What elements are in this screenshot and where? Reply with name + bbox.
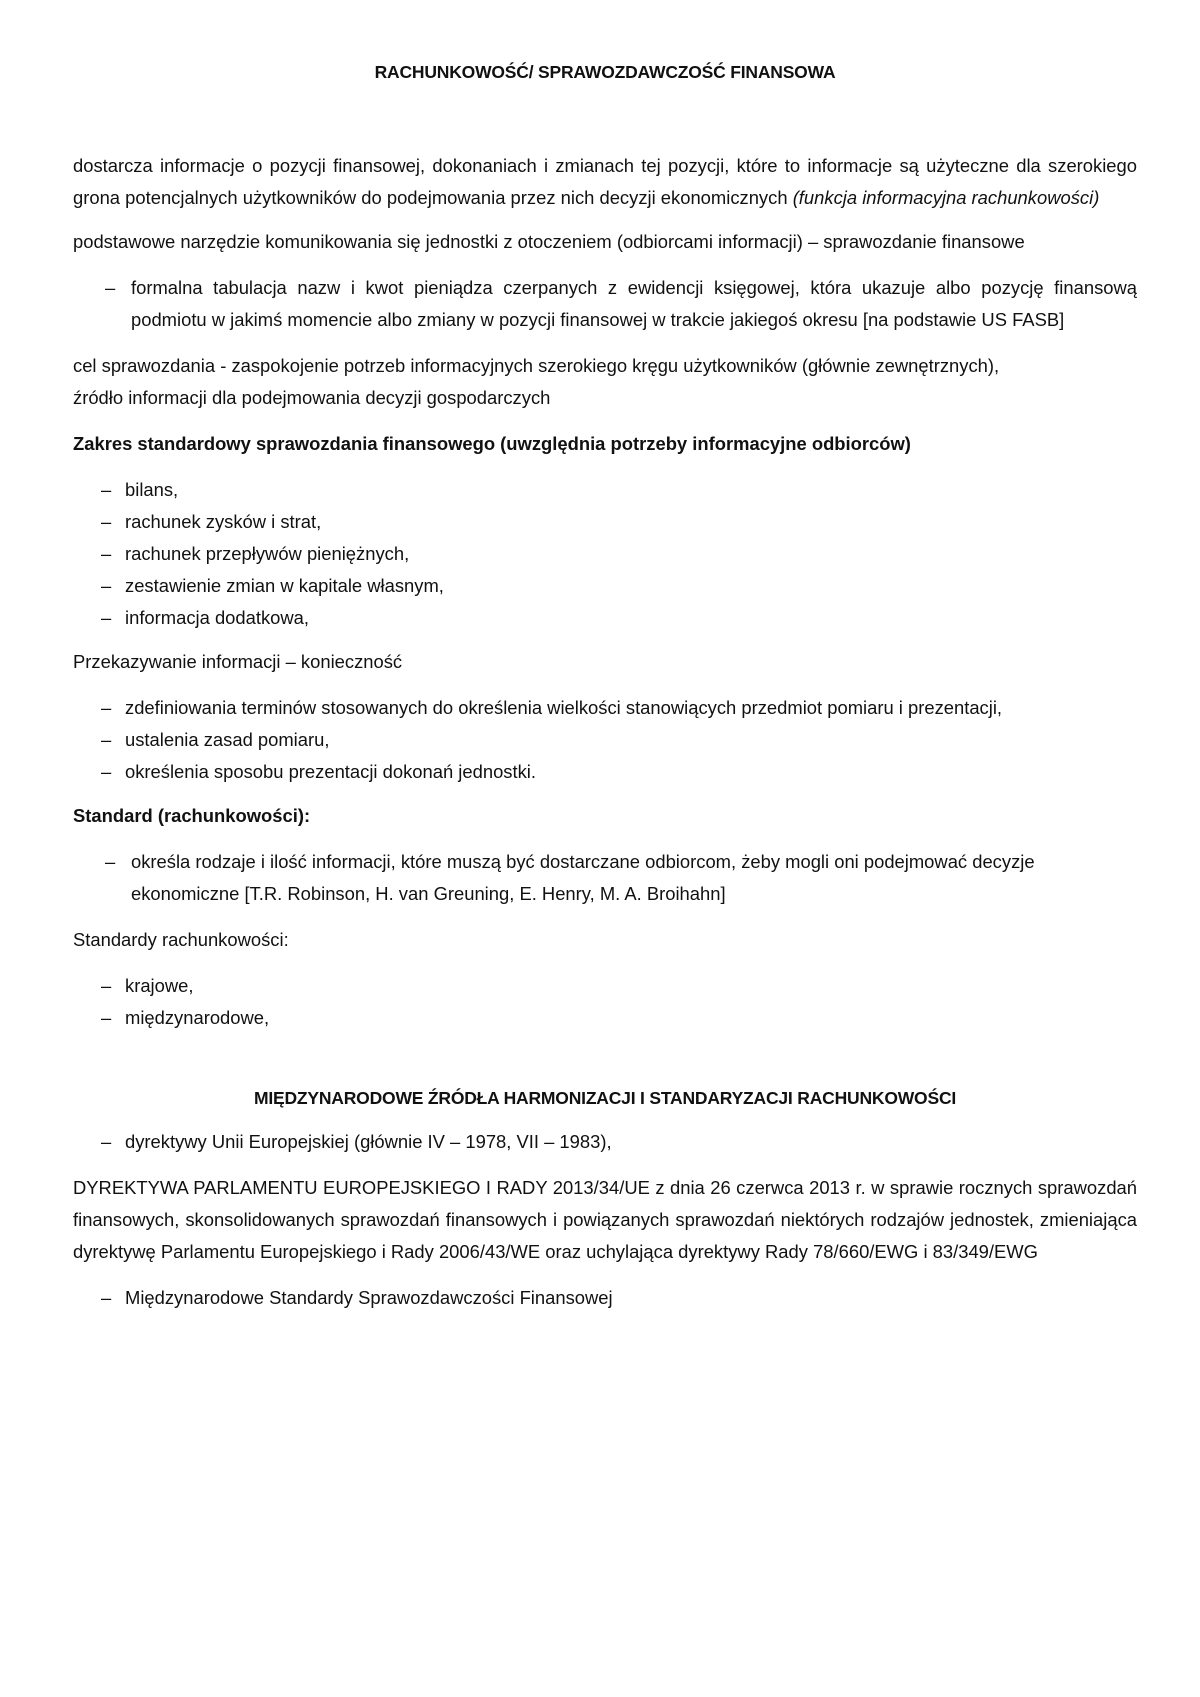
document-body	[73, 56, 1137, 1314]
intro-paragraph	[73, 150, 1137, 214]
list-item	[73, 506, 1137, 538]
list-item	[73, 474, 1137, 506]
list-item-text: bilans,	[125, 479, 179, 500]
standard-definition: określa rodzaje i ilość informacji, które muszą być dostarczane odbiorcom, żeby mogli oni podejmować decyzje ekonomiczne [T.R. Robinson, H. van Greuning, E. Henry, M. A. Broihahn]	[131, 851, 1035, 904]
dash-bullet: –	[101, 1007, 112, 1028]
list-item	[73, 756, 1137, 788]
list-item	[73, 1282, 1137, 1314]
list-item	[73, 846, 1137, 910]
ifrs-item: Międzynarodowe Standardy Sprawozdawczości Finansowej	[125, 1287, 613, 1308]
intro-italic-note: (funkcja informacyjna rachunkowości)	[792, 187, 1100, 208]
goal-line-1: cel sprawozdania - zaspokojenie potrzeb informacyjnych szerokiego kręgu użytkowników (głównie zewnętrznych),	[73, 355, 1000, 376]
list-item-text: międzynarodowe,	[125, 1007, 270, 1028]
section-title: MIĘDZYNARODOWE ŹRÓDŁA HARMONIZACJI I STANDARYZACJI RACHUNKOWOŚCI	[253, 1088, 957, 1108]
standard-heading: Standard (rachunkowości):	[73, 805, 311, 826]
list-item-text: określenia sposobu prezentacji dokonań jednostki.	[125, 761, 536, 782]
eu-directives-item: dyrektywy Unii Europejskiej (głównie IV – 1978, VII – 1983),	[125, 1131, 612, 1152]
dash-bullet: –	[101, 697, 112, 718]
list-item-text: zestawienie zmian w kapitale własnym,	[125, 575, 444, 596]
dash-bullet: –	[105, 277, 116, 298]
list-item	[73, 724, 1137, 756]
standards-types-heading: Standardy rachunkowości:	[73, 929, 289, 950]
fasb-definition: formalna tabulacja nazw i kwot pieniądza czerpanych z ewidencji księgowej, która ukazuje albo pozycję finansową podmiotu w jakimś momencie albo zmiany w pozycji finansowej w trakcie jakiegoś okresu [na podstawie US FASB]	[131, 277, 1137, 330]
list-item	[73, 970, 1137, 1002]
scope-heading: Zakres standardowy sprawozdania finansowego (uwzględnia potrzeby informacyjne odbiorców)	[73, 433, 911, 454]
section-list-2	[73, 1282, 1137, 1314]
dash-bullet: –	[101, 729, 112, 750]
scope-list	[73, 474, 1137, 634]
fasb-list	[73, 272, 1137, 336]
tool-paragraph: podstawowe narzędzie komunikowania się jednostki z otoczeniem (odbiorcami informacji) – sprawozdanie finansowe	[73, 231, 1025, 252]
list-item-text: rachunek zysków i strat,	[125, 511, 322, 532]
list-item	[73, 692, 1137, 724]
transfer-heading: Przekazywanie informacji – konieczność	[73, 651, 403, 672]
dash-bullet: –	[101, 975, 112, 996]
standards-types-list	[73, 970, 1137, 1034]
list-item	[73, 538, 1137, 570]
list-item-text: krajowe,	[125, 975, 194, 996]
goal-paragraph	[73, 350, 1137, 414]
directive-paragraph: DYREKTYWA PARLAMENTU EUROPEJSKIEGO I RADY 2013/34/UE z dnia 26 czerwca 2013 r. w sprawie rocznych sprawozdań finansowych, skonsolidowanych sprawozdań finansowych i powiązanych sprawozdań niektórych rodzajów jednostek, zmieniająca dyrektywę Parlamentu Europejskiego i Rady 2006/43/WE oraz uchylająca dyrektywy Rady 78/660/EWG i 83/349/EWG	[73, 1177, 1137, 1262]
standard-list	[73, 846, 1137, 910]
list-item	[73, 602, 1137, 634]
dash-bullet: –	[101, 607, 112, 628]
dash-bullet: –	[101, 479, 112, 500]
list-item	[73, 1002, 1137, 1034]
list-item-text: zdefiniowania terminów stosowanych do określenia wielkości stanowiących przedmiot pomiaru i prezentacji,	[125, 697, 1003, 718]
list-item	[73, 570, 1137, 602]
dash-bullet: –	[105, 851, 116, 872]
dash-bullet: –	[101, 1131, 112, 1152]
goal-line-2: źródło informacji dla podejmowania decyzji gospodarczych	[73, 387, 551, 408]
list-item-text: informacja dodatkowa,	[125, 607, 310, 628]
dash-bullet: –	[101, 1287, 112, 1308]
list-item	[73, 272, 1137, 336]
dash-bullet: –	[101, 761, 112, 782]
dash-bullet: –	[101, 575, 112, 596]
section-list-1	[73, 1126, 1137, 1158]
list-item	[73, 1126, 1137, 1158]
transfer-list	[73, 692, 1137, 788]
dash-bullet: –	[101, 511, 112, 532]
page-title: RACHUNKOWOŚĆ/ SPRAWOZDAWCZOŚĆ FINANSOWA	[374, 62, 836, 82]
list-item-text: rachunek przepływów pieniężnych,	[125, 543, 410, 564]
intro-text: dostarcza informacje o pozycji finansowej, dokonaniach i zmianach tej pozycji, które to informacje są użyteczne dla szerokiego grona potencjalnych użytkowników do podejmowania przez nich decyzji ekonomicznych	[73, 155, 1137, 208]
list-item-text: ustalenia zasad pomiaru,	[125, 729, 330, 750]
dash-bullet: –	[101, 543, 112, 564]
